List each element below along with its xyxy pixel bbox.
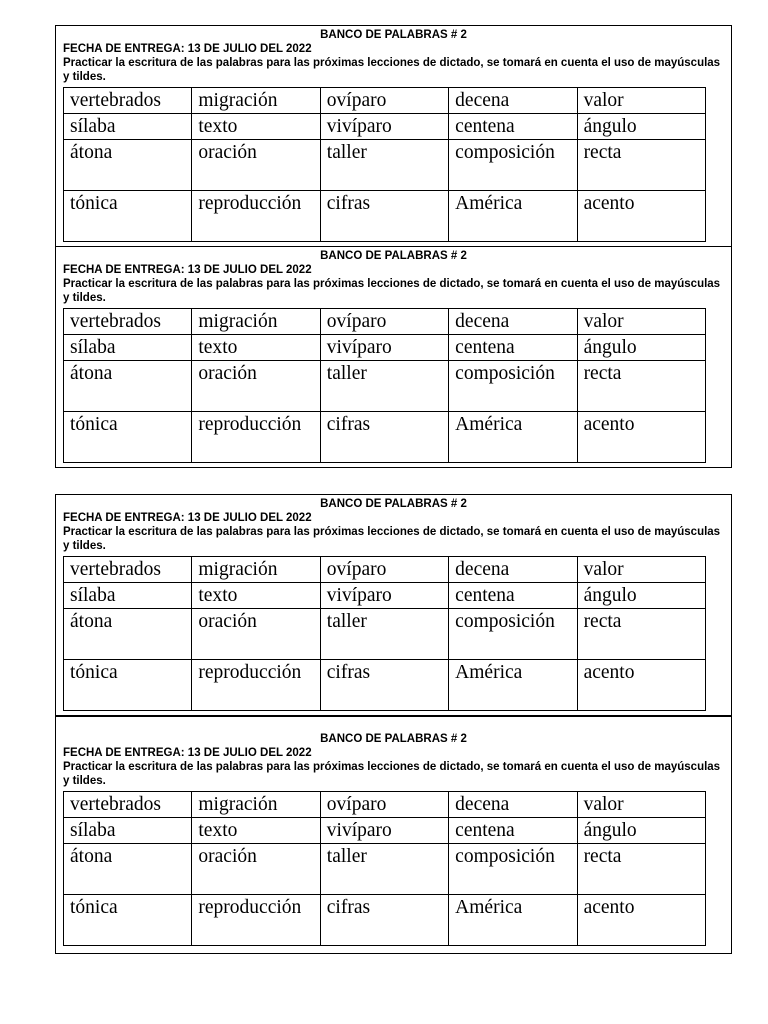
word-cell: vertebrados — [64, 309, 192, 335]
word-cell: centena — [449, 583, 577, 609]
word-cell: reproducción — [192, 412, 320, 463]
word-cell: vertebrados — [64, 557, 192, 583]
word-cell: decena — [449, 557, 577, 583]
table-row — [64, 412, 706, 463]
word-cell: átona — [64, 140, 192, 191]
word-cell: texto — [192, 114, 320, 140]
word-cell: tónica — [64, 191, 192, 242]
table-row — [64, 191, 706, 242]
instructions: Practicar la escritura de las palabras para las próximas lecciones de dictado, se tomará en cuenta el uso de mayúsculas y tildes. — [63, 526, 721, 552]
word-cell: sílaba — [64, 335, 192, 361]
word-cell: migración — [192, 792, 320, 818]
word-cell: tónica — [64, 660, 192, 711]
word-cell: América — [449, 895, 577, 946]
word-cell: vertebrados — [64, 88, 192, 114]
word-cell: América — [449, 660, 577, 711]
word-cell: vivíparo — [320, 583, 448, 609]
word-cell: reproducción — [192, 191, 320, 242]
word-cell: cifras — [320, 895, 448, 946]
word-cell: acento — [577, 895, 705, 946]
instructions: Practicar la escritura de las palabras para las próximas lecciones de dictado, se tomará en cuenta el uso de mayúsculas y tildes. — [63, 761, 721, 787]
word-table — [63, 556, 706, 711]
word-cell: decena — [449, 88, 577, 114]
word-cell: acento — [577, 660, 705, 711]
table-row — [64, 88, 706, 114]
word-cell: taller — [320, 609, 448, 660]
word-cell: composición — [449, 140, 577, 191]
word-cell: recta — [577, 844, 705, 895]
word-cell: sílaba — [64, 583, 192, 609]
card-title: BANCO DE PALABRAS # 2 — [320, 250, 467, 262]
table-row — [64, 309, 706, 335]
word-bank-card-2 — [55, 246, 732, 468]
card-title: BANCO DE PALABRAS # 2 — [320, 498, 467, 510]
word-cell: recta — [577, 140, 705, 191]
due-date: FECHA DE ENTREGA: 13 DE JULIO DEL 2022 — [63, 747, 312, 759]
word-cell: oración — [192, 140, 320, 191]
word-cell: cifras — [320, 660, 448, 711]
due-date: FECHA DE ENTREGA: 13 DE JULIO DEL 2022 — [63, 264, 312, 276]
instructions: Practicar la escritura de las palabras para las próximas lecciones de dictado, se tomará en cuenta el uso de mayúsculas y tildes. — [63, 278, 721, 304]
due-date: FECHA DE ENTREGA: 13 DE JULIO DEL 2022 — [63, 43, 312, 55]
word-cell: ovíparo — [320, 557, 448, 583]
word-cell: ángulo — [577, 335, 705, 361]
word-cell: composición — [449, 844, 577, 895]
word-cell: decena — [449, 792, 577, 818]
word-cell: sílaba — [64, 114, 192, 140]
word-cell: valor — [577, 88, 705, 114]
word-cell: migración — [192, 557, 320, 583]
word-cell: migración — [192, 88, 320, 114]
word-cell: tónica — [64, 895, 192, 946]
word-cell: valor — [577, 792, 705, 818]
table-row — [64, 140, 706, 191]
word-cell: oración — [192, 361, 320, 412]
word-cell: sílaba — [64, 818, 192, 844]
word-cell: centena — [449, 335, 577, 361]
table-row — [64, 361, 706, 412]
table-row — [64, 114, 706, 140]
word-cell: vivíparo — [320, 114, 448, 140]
word-table — [63, 308, 706, 463]
table-row — [64, 609, 706, 660]
word-cell: texto — [192, 583, 320, 609]
word-bank-card-1 — [55, 25, 732, 247]
word-cell: ovíparo — [320, 88, 448, 114]
word-cell: átona — [64, 361, 192, 412]
word-cell: vertebrados — [64, 792, 192, 818]
word-cell: composición — [449, 609, 577, 660]
word-cell: reproducción — [192, 895, 320, 946]
table-row — [64, 583, 706, 609]
word-cell: oración — [192, 844, 320, 895]
word-cell: valor — [577, 557, 705, 583]
table-row — [64, 335, 706, 361]
word-cell: acento — [577, 412, 705, 463]
word-cell: migración — [192, 309, 320, 335]
word-cell: ángulo — [577, 114, 705, 140]
word-cell: ángulo — [577, 583, 705, 609]
word-cell: cifras — [320, 191, 448, 242]
table-row — [64, 660, 706, 711]
word-table — [63, 791, 706, 946]
word-cell: texto — [192, 335, 320, 361]
word-cell: valor — [577, 309, 705, 335]
word-cell: taller — [320, 361, 448, 412]
word-cell: vivíparo — [320, 818, 448, 844]
table-row — [64, 895, 706, 946]
word-cell: tónica — [64, 412, 192, 463]
word-cell: acento — [577, 191, 705, 242]
word-cell: recta — [577, 609, 705, 660]
card-title: BANCO DE PALABRAS # 2 — [320, 733, 467, 745]
word-cell: reproducción — [192, 660, 320, 711]
word-cell: ángulo — [577, 818, 705, 844]
table-row — [64, 818, 706, 844]
word-cell: vivíparo — [320, 335, 448, 361]
word-table — [63, 87, 706, 242]
word-cell: oración — [192, 609, 320, 660]
word-cell: América — [449, 191, 577, 242]
word-bank-card-3 — [55, 494, 732, 716]
word-cell: composición — [449, 361, 577, 412]
table-row — [64, 792, 706, 818]
word-bank-card-4 — [55, 716, 732, 954]
word-cell: decena — [449, 309, 577, 335]
due-date: FECHA DE ENTREGA: 13 DE JULIO DEL 2022 — [63, 512, 312, 524]
word-cell: centena — [449, 114, 577, 140]
word-cell: ovíparo — [320, 309, 448, 335]
word-cell: átona — [64, 609, 192, 660]
word-cell: América — [449, 412, 577, 463]
word-cell: taller — [320, 844, 448, 895]
table-row — [64, 557, 706, 583]
word-cell: taller — [320, 140, 448, 191]
table-row — [64, 844, 706, 895]
word-cell: recta — [577, 361, 705, 412]
word-cell: texto — [192, 818, 320, 844]
card-title: BANCO DE PALABRAS # 2 — [320, 29, 467, 41]
word-cell: centena — [449, 818, 577, 844]
word-cell: cifras — [320, 412, 448, 463]
word-cell: átona — [64, 844, 192, 895]
instructions: Practicar la escritura de las palabras para las próximas lecciones de dictado, se tomará en cuenta el uso de mayúsculas y tildes. — [63, 57, 721, 83]
word-cell: ovíparo — [320, 792, 448, 818]
